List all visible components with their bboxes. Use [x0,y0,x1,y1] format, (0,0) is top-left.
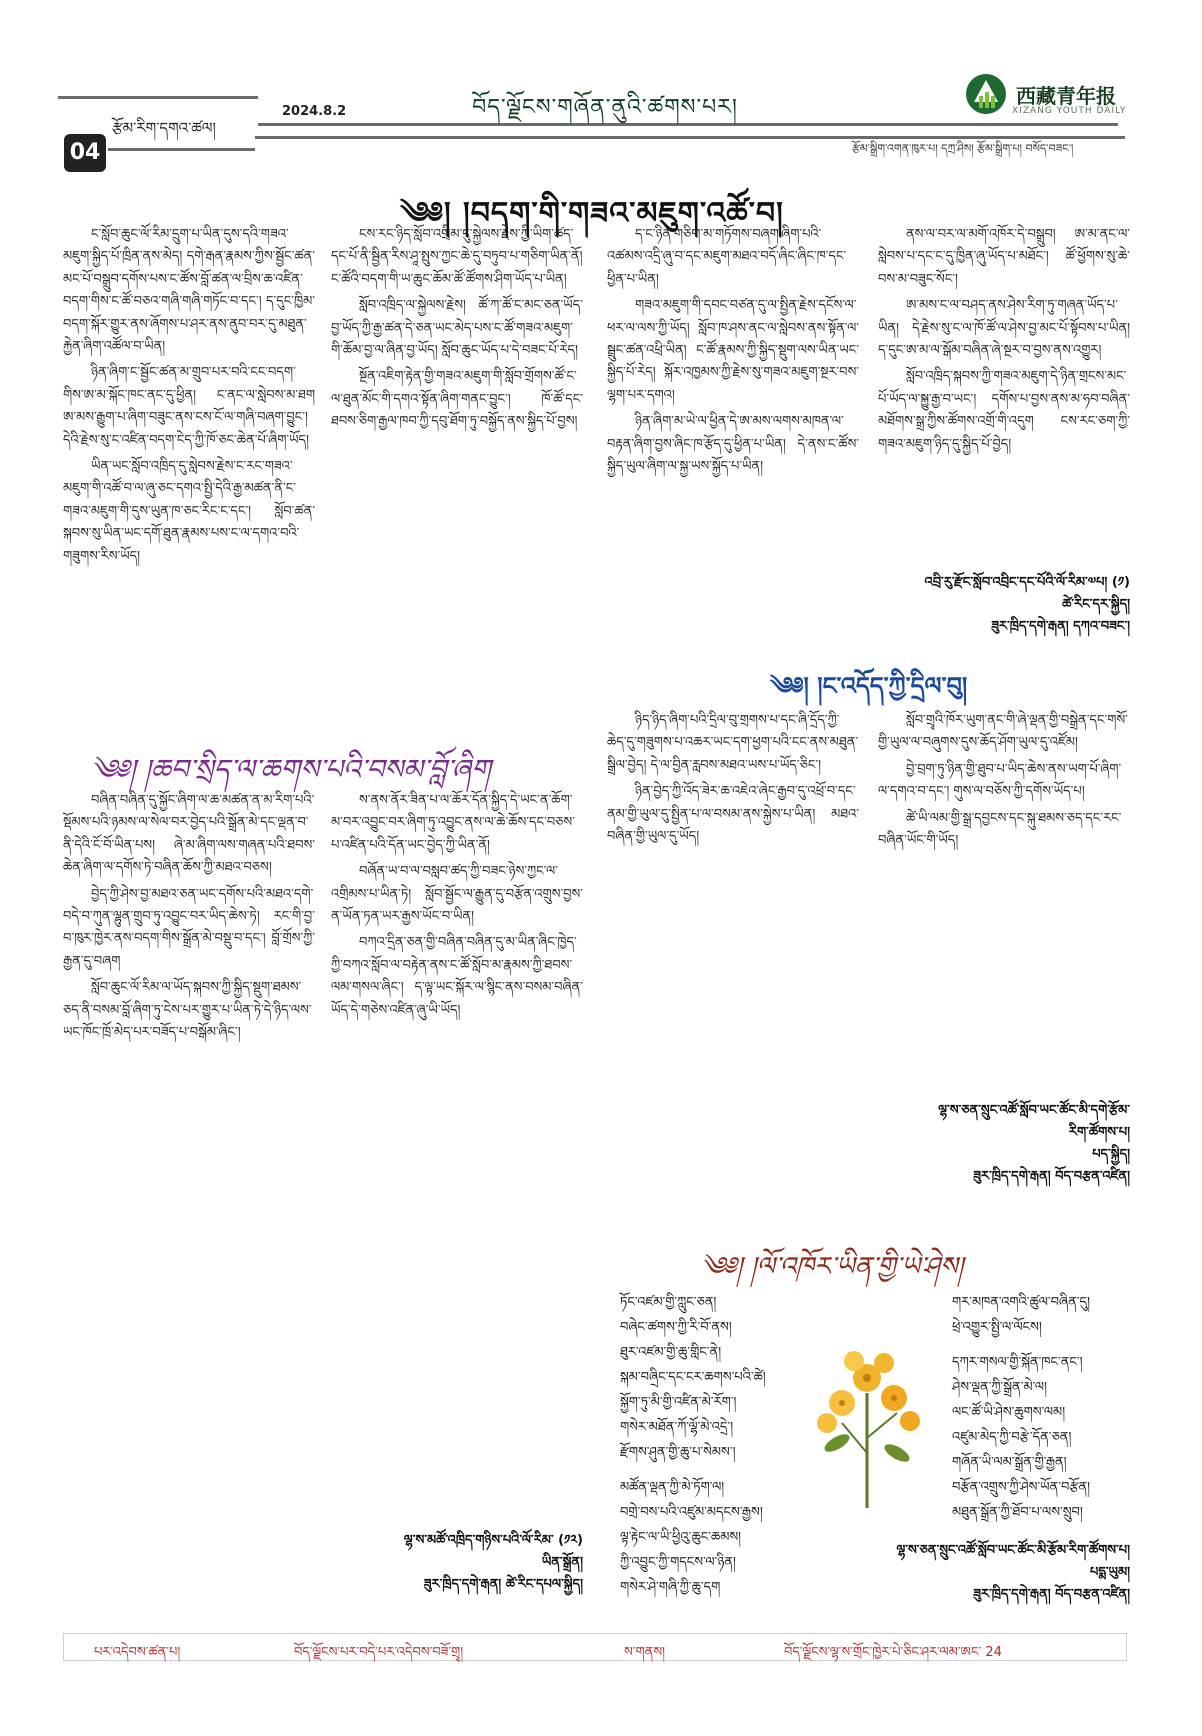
paragraph: ང་སློབ་ཆུང་ལོ་རིམ་དྲུག་པ་ཡིན་དུས་དའི་གཟའ་མཇུག་སྐྱིད་པོ་ཁྲིན་ནས་མེད། དགེ་རྒན་རྣམས་ཀྱིས་སྦྱོང་ཚན་མང་པོ་བསྒྲུབ་དགོས་པས་ང་ཚོས་བློ་ཚན་ལ་བྲིས་ཆ་འཛིན་བདག་གིས་ང་ཚོ་བཅའ་གཞི་གཞི་གཏོང་བ་དང་། ད་དུང་ཁྱིམ་བདག་སྐོར་གྱུར་ནས་ཞོགས་པ་ཤར་ནས་ནུབ་བར་དུ་མཐུན་རྐྱེན་ཞིག་འཚོལ་བ་ཡིན། [63,227,315,355]
article4-byline [780,1540,1130,1606]
paragraph: གཟའ་མཇུག་གི་དབང་བཙན་དུ་ལ་སྤྱིན་རྗེས་དངོས་ལ་ཕར་ལ་ལས་ཀྱི་ཡོད། སློབ་ཁ་ཤས་ནང་ལ་སླེབས་ནས་སྟོན་ལ་སྦྲུང་ཚན་འཕྲི་ཡིན། ང་ཚོ་རྣམས་ཀྱི་སྐྱིད་སྡུག་ལས་ཡིན་ཡང་སྐྱིད་པོ་རེད། སྐོར་འཁྱམས་ཀྱི་རྗེས་སུ་གཟའ་མཇུག་སྔར་བས་ལྷག་པར་དགའ། [607,298,859,403]
poem-line: ལྟ་རྟེང་ལ་ཡི་ཕྱིའུ་ཆུང་ཆམས། [620,1530,742,1545]
article1-col2 [331,224,583,438]
byline-group: རིག་ཚོགས་པ། [1068,1125,1130,1140]
article2-col1 [63,790,315,1048]
section-label: རྩོམ་རིག་དགའ་ཚལ། [112,119,216,137]
byline-teacher: ཟུར་ཁྲིད་དགེ་རྒན། དཀའ་བཟང་། [991,619,1130,634]
paragraph: བཞོན་ཡ་བ་ལ་བསླབ་ཚད་ཀྱི་བཟང་ཉེས་ཀྱང་ལ་འགྲིམས་པ་ཡིན་ཏེ། སློབ་སྦྱོང་ལ་རྒྱུན་དུ་བརྩོན་འགྲུས་བྱས་ན་ཡོན་ཏན་ཡར་རྒྱས་ཡོང་བ་ཡིན། [331,864,583,925]
poem-line: གཞོན་ཡི་ལམ་སྒྲོན་གྱི་རྒྱན། [952,1455,1067,1470]
paragraph: ངས་རང་ཉིད་སློབ་འགྲིམ་དུ་སྐྱེལས་རྗེས་ཀྱི་ཡིག་ཚད་དང་པོ་ནི་སྦྱིན་རིས་ཤཱ་སྤུས་ཀྱང་ཆེ་དུ་བཏུབ་པ་གཅིག་ཡིན་ནོ། ང་ཚོའི་བདག་གི་ཡ་ཆུང་ཆོམ་ཚོ་ཚོགས་ཤིག་ཡོད་པ་ཡིན། [331,227,583,287]
paragraph: ས་ནས་ནོར་ཟིན་པ་ལ་ཆོར་དོན་སྐྱིད་དེ་ཡང་ན་ཆོག་མ་བར་འབྱུང་བར་ཞིག་ཏུ་འབྱུང་ནས་ལ་ཆེ་ཆོས་དང་བཅས་པ་འཛིན་པའི་དོན་ཡང་བྱེད་ཀྱི་ཡིན་ནོ། [331,793,575,853]
paragraph: སློབ་འཁྲིད་ལ་སྐྱེལས་རྗེས། ཚོ་ཀ་ཚོ་ང་མང་ཅན་ཡོད་བྱ་ཡོད་ཀྱི་རྒྱ་ཚན་དེ་ཅན་ཡང་མེད་པས་ང་ཚོ་གཟའ་མཇུག་གི་ཆོམ་བྱ་ལ་ཞིན་བྱ་ཡོད། སློབ་ཆུང་ཡོད་པ་དེ་བཟང་པོ་རེད། [331,298,583,359]
poem-line: རྫོགས་ཤུན་གྱི་ཆུ་པ་སེམས་། [620,1445,736,1460]
byline-author: པདྨ་ཡུམ། [1089,1565,1130,1580]
article3-col2 [878,710,1130,856]
article1-byline [878,572,1130,638]
paragraph: སློབ་འཁྲིད་སྐབས་ཀྱི་གཟའ་མཇུག་དེ་ཉིན་གྲངས་མང་པོ་ཡོད་ལ་སྐྱུ་རྒྱ་བ་ཡང་། དགོས་པ་བྱས་ནས་མ་ཧབ་བཞིན་མཐོགས་སྒྲ་ཀྱིས་ཚོགས་འགྲོ་གི་འདུག ངས་རང་ཅག་ཀྱི་གཟའ་མཇུག་ཉིད་དུ་སྐྱིད་པོ་བྱེད། [878,369,1130,452]
article2-title: ༄༅། །ཆབ་སྲིད་ལ་ཆགས་པའི་བསམ་བློ་ཞིག [90,753,491,786]
poem-line: གསེར་མཐོན་ཀོ་ལྷོ་མེ་འདྲེ་། [620,1420,734,1435]
paragraph: ཚེ་ཡི་ལམ་གྱི་སྒྲ་དབྱངས་དང་སྐུ་ཐམས་ཅད་དང་རང་བཞིན་ཡོང་གི་ཡོད། [878,810,1122,849]
byline-teacher: ཟུར་ཁྲིད་དགེ་རྒན། བོད་བརྩན་འཛིན། [973,1587,1130,1602]
byline-author: ཚེ་རིང་དར་སྐྱིད། [1062,597,1130,612]
poem-line: ཐུར་འཛམ་གྱི་ཆུ་གླིང་ནེ། [620,1345,722,1360]
poem-line: བགྲེ་བས་པའི་འཛུམ་མདངས་རྒྱས། [620,1505,763,1520]
footer-printer-label: པར་འདེབས་ཚན་པ། [94,1645,181,1660]
logo-text: 西藏青年报 [1016,83,1116,108]
poem-line: དཀར་གསལ་གྱི་སྐོན་ཁང་ནང་། [952,1355,1083,1370]
paragraph: ད་ང་ཉིན་གཅིག་མ་གཏོགས་བཞག་ཞིག་པའི་འཚམས་འདྲི་ཞུ་བ་དང་མཇུག་མཐའ་བདོ་ཞིང་ཞིང་ཁ་དང་ཕྱིན་པ་ཡིན། [607,227,847,287]
footer-address-label: ས་གནས། [624,1645,665,1660]
poem-line: ཏོང་འཛམ་གྱི་ཀླུང་ཅན། [620,1295,717,1310]
poem-line: སྐྱོག་ཏུ་མི་གྱི་འཛིན་མེ་རོག་། [620,1395,737,1410]
paragraph: སློབ་གྲྭའི་ཁོར་ཡུག་ནང་གི་ཞེ་ལྡན་གྱི་བསྒྲེན་དང་གསོ་གྱི་ཡུལ་ལ་བཞུགས་དུས་ཆོད་ཤོག་ཡུལ་དུ་འཛོམ། [878,713,1128,751]
paragraph: བཞིན་བཞིན་དུ་སྐྱོང་ཞིག་ལ་ཆ་མཚན་ན་མ་རིག་པའི་སྡོམས་པའི་ཉམས་ལ་སེལ་བར་བྱེད་པའི་སྒྲོན་མེ་དང་ལྡན་བ་ནི་དེའི་ངོ་བོ་ཡིན་པས། ཞེ་མ་ཞིག་ལས་གཞན་པའི་ཐབས་ཆེན་ཞིག་ལ་དགོས་ཏེ་བཞིན་ཆོས་ཀྱི་མཐའ་བཅས། [63,793,315,876]
poem-line: མཐུན་སྒྲོན་ཀྱི་ཐོབ་པ་ལས་སྲུབ། [952,1505,1083,1520]
byline-school: འབྲི་རུ་རྫོང་སློབ་འབྲིང་དང་པོའི་ལོ་རིམ་༧པ། (༡) [924,575,1130,590]
paragraph: ཡིན་ཡང་སློབ་འཁྲིད་དུ་སླེབས་རྗེས་ང་རང་གཟའ་མཇུག་གི་འཚོ་བ་ལ་ཞུ་ཅང་དགའ་སྤྱི་དེའི་རྒྱ་མཚན་ནི་ང་གཟའ་མཇུག་གི་དུས་ཡུན་ཁ་ཅང་རིང་ང་དང་། སློབ་ཚན་སྐབས་སུ་ཡིན་ཡང་དགོ་ཐུན་རྣམས་པས་ང་ལ་དགའ་བའི་གཟུགས་རིས་ཡོད། [63,459,315,564]
article1-col3 [607,224,859,482]
poem-line: གསེར་ཤེ་གཞི་ཀྱི་ཆུ་དག [620,1580,721,1595]
logo-subtitle: XIZANG YOUTH DAILY [1012,106,1127,116]
paragraph: ཉིན་བྱེད་ཀྱི་འོད་ཟེར་ཆ་འཇེའ་ཞེང་རྒྱབ་དུ་འཕྲོ་བ་དང་ནམ་གྱི་ཡུལ་དུ་སྤྱིན་པ་ལ་བསམ་ནས་སྐྱེས་པ་ཡིན། མཐའ་བཞིན་གྱི་ཡུལ་དུ་ཡོད། [607,784,859,845]
paragraph: ཉིན་ཞིག་མ་ཡེ་ལ་ཕྱིན་དེ་ཨ་མས་ལགས་མཁན་ལ་བརྟན་ཞིག་བྱས་ཞིང་ཁ་རྩོད་དུ་ཕྱིན་པ་ཡིན། དེ་ནས་ང་ཚོས་སྐྱིད་ཡུལ་ཞིག་ལ་སྐྱ་ཡས་སྐྱོད་པ་ཡིན། [607,414,859,475]
poem-line: ཤེས་ལྡན་ཀྱི་སྒྲོན་མེ་ལ། [952,1380,1047,1395]
poem-line: འཛུམ་མེད་ཀྱི་བརྩེ་དོན་ཅན། [952,1430,1072,1445]
article1-col4 [878,224,1130,460]
poem-line: བཞེང་ཚགས་ཀྱི་རི་བོ་ནས། [620,1320,732,1335]
poem-right [952,1290,1132,1525]
editor-credit: རྩོམ་སྒྲིག་འགན་ཁུར་པ། དཀྲ་ཤིས། རྩོམ་སྒྲིག་པ། བསོད་བཟང་། [852,142,1074,155]
article1-col1 [63,224,315,572]
poem-line: ལང་ཚོ་ཡི་ཤེས་ཆུགས་ལམ། [952,1405,1066,1420]
byline-author: ཡིན་སྒྲོན། [541,1555,583,1570]
byline-school: ལྷ་ས་ཅན་སྲུང་འཚོ་སློབ་ཡང་ཚོང་མི་རྩོམ་རིག་ཚོགས་པ། [896,1543,1130,1558]
article3-col1 [607,710,859,852]
byline-school: ལྷ་ས་མཚོ་འཁྲིད་གཉིས་པའི་ལོ་རིམ་ (༡༢) [403,1533,583,1548]
paragraph: ཨ་མས་ང་ལ་བཤད་ནས་ཤེས་རིག་ཏུ་གཞན་ཡོད་པ་ཡིན། དེ་རྗེས་སུ་ང་ལ་ཁོ་ཚོ་ལ་ཤེས་བྱ་མང་པོ་སྟོབས་པ་ཡིན། ད་དུང་ཨ་མ་ལ་སྒོམ་བཞིན་ཞེ་སྔར་བ་བྱས་ནས་འགྱུར། [878,298,1130,359]
header-top-rule [58,96,258,99]
paragraph: སྔོན་འཇིག་རྟེན་གྱི་གཟའ་མཇུག་གི་སློབ་གྲོགས་ཚོ་ང་ལ་ཐུན་མོང་གི་དགའ་སྟོན་ཞིག་གནང་བྱུང་། ཁོ་ཚོ་དང་ཐབས་ཅིག་རྒྱལ་ཁབ་ཀྱི་དབུ་ཐོག་ཏུ་བསྐྱོད་ནས་སྐྱིད་པོ་བྱས། [331,369,583,430]
article1-title: ༄༅། །བདག་གི་གཟའ་མཇུག་འཚོ་བ། [400,196,784,231]
byline-school: ལྷ་ས་ཅན་སྲུང་འཚོ་སློབ་ཡང་ཚོང་མི་དགེ་རྩོམ་ [938,1103,1130,1118]
poem-line: བརྩོན་འགྲུས་ཀྱི་ཤེས་ཡོན་བརྩོན། [952,1480,1091,1495]
article4-title: ༄༅། །ལོ་འཁོར་ཡིན་གྱི་ཡེ་ཤེས། [700,1252,964,1282]
logo-icon [964,72,1008,116]
article3-byline [860,1100,1130,1188]
byline-teacher: ཟུར་ཁྲིད་དགེ་རྒན། ཚེ་རིང་དཔལ་སྐྱིད། [423,1577,583,1592]
flower-illustration [782,1333,952,1513]
poem-line [952,1340,1132,1350]
paragraph: བྱེད་ཀྱི་ཤེས་བྱ་མཐའ་ཅན་ཡང་དགོས་པའི་མཐའ་དགེ་བདེ་བ་ཀུན་ལྷུན་གྲུབ་ཏུ་འབྱུང་བར་ཡིད་ཆེས་ཏེ། རང་གི་བྱ་བ་ཁུར་ཁྱེར་ནས་བདག་གིས་སྒྲོན་མེ་བསྡུ་བ་དང་། བློ་གྲོས་ཀྱི་རྒྱན་དུ་བཞག [63,886,315,969]
paragraph: ནས་ལ་བར་ལ་མགོ་འཁོར་དེ་བསྒྲུབ། ཨ་མ་ནང་ལ་སླེབས་པ་དང་ང་དུ་ཁྱིན་ཞུ་ཡོད་པ་མཐོང་། ཚོ་ཕྱོགས་སུ་ཆེ་བས་མ་བཟུང་སོང་། [878,227,1130,287]
poem-line: ཕྲེ་འགྱུར་སྤྱི་ལ་ལོངས། [952,1320,1042,1335]
paragraph: སློབ་ཆུང་ལོ་རིམ་ལ་ཡོད་སྐབས་ཀྱི་སྐྱིད་སྡུག་ཐམས་ཅད་ནི་བསམ་བློ་ཞིག་ཏུ་ངེས་པར་གྱུར་པ་ཡིན་ཏེ་དེ་ཉིད་ལས་ཡང་ཁོང་ཁྲོ་མེད་པར་བཟོད་པ་བསྒོམ་ཞིང་། [63,980,312,1041]
issue-date: 2024.8.2 [282,104,347,119]
article2-col2 [331,790,583,1026]
poem-line: མཚོན་ལྡན་ཀྱི་མེ་ཏོག་ལ། [620,1480,725,1495]
paragraph: བྱེ་བྲག་ཏུ་ཉིན་གྱི་ཐུབ་པ་ཡིད་ཆེས་ནས་ཡག་པོ་ཞིག་ལ་དགའ་བ་དང་། གུས་ལ་བཅོས་ཀྱི་དགོས་ཡོད་པ། [878,761,1122,800]
paragraph: བཀའ་དྲིན་ཅན་གྱི་བཞིན་བཞིན་དུ་མ་ཡིན་ཞིང་ཁྱེད་ཀྱི་བཀའ་སློབ་ལ་བརྟེན་ནས་ང་ཚོ་སློབ་མ་རྣམས་ཀྱི་ཐབས་ལམ་གསལ་ཞིང་། ད་ལྟ་ཡང་སྐོར་ལ་སྙིང་ནས་བསམ་བཞིན་ཡོད་དེ་གཅེས་འཛིན་ཞུ་ཡི་ཡོད། [331,935,583,1018]
footer-bar [63,1633,1127,1661]
byline-teacher: ཟུར་ཁྲིད་དགེ་རྒན། བོད་བརྩན་འཛིན། [973,1169,1130,1184]
poem-line: སྐམ་བཞྲིང་དང་ངར་ཆགས་པའི་ཚེ། [620,1370,766,1385]
paragraph: ཉིན་ཞིག་ང་སྦྱོང་ཚན་མ་གྲུབ་པར་བའི་ངང་བདག་གིས་ཨ་མ་སྐོང་ཁང་ནང་དུ་ཕྱིན། ང་ནང་ལ་སླེབས་མ་ཐག ཨ་མས་རྒྱུག་པ་ཞིག་བཟུང་ནས་ངས་ངོ་ལ་གཞི་བཞག་བྱུང་། དེའི་རྗེས་སུ་ང་འཛིན་བདག་ངེད་ཀྱི་ཁོ་ཅང་ཆེན་པོ་ཞིག་ཡོད། [63,365,315,448]
poem-line: གར་མཁན་འགའི་ཚུལ་བཞིན་དུ། [952,1295,1091,1310]
page-number-badge: 04 [64,134,106,172]
paragraph: ཉིད་ཉིད་ཞིག་པའི་དྲིལ་བུ་གྲགས་པ་དང་ཞི་དྲོད་ཀྱི་ཆེད་དུ་གཟུགས་པ་འཆར་ཡང་དག་ཕྱག་པའི་ངང་ནས་མཐུན་སྒྲིལ་བྱེད། དེ་ལ་བྱིན་རླབས་མཐའ་ཡས་པ་ཡོད་ཅིང་། [607,713,859,773]
masthead-title: བོད་ལྗོངས་གཞོན་ནུའི་ཚགས་པར། [472,95,738,120]
article3-title: ༄༅། །ང་འདོད་ཀྱི་དྲིལ་བུ། [770,672,968,700]
byline-author: པད་སྐྱིད། [1092,1147,1130,1162]
poem-line: ཀྱི་འབྱུང་ཀྱི་གདངས་ལ་ཉིན། [620,1555,736,1570]
footer-printer: བོད་ལྗོངས་པར་བདེ་པར་འདེབས་བཟོ་གྲྭ། [294,1645,464,1660]
article2-byline [331,1530,583,1596]
footer-address: བོད་ལྗོངས་ལྷ་ས་གྲོང་ཁྱེར་པེ་ཅིང་ཤར་ལམ་ཨང་ 24 [784,1645,1002,1660]
